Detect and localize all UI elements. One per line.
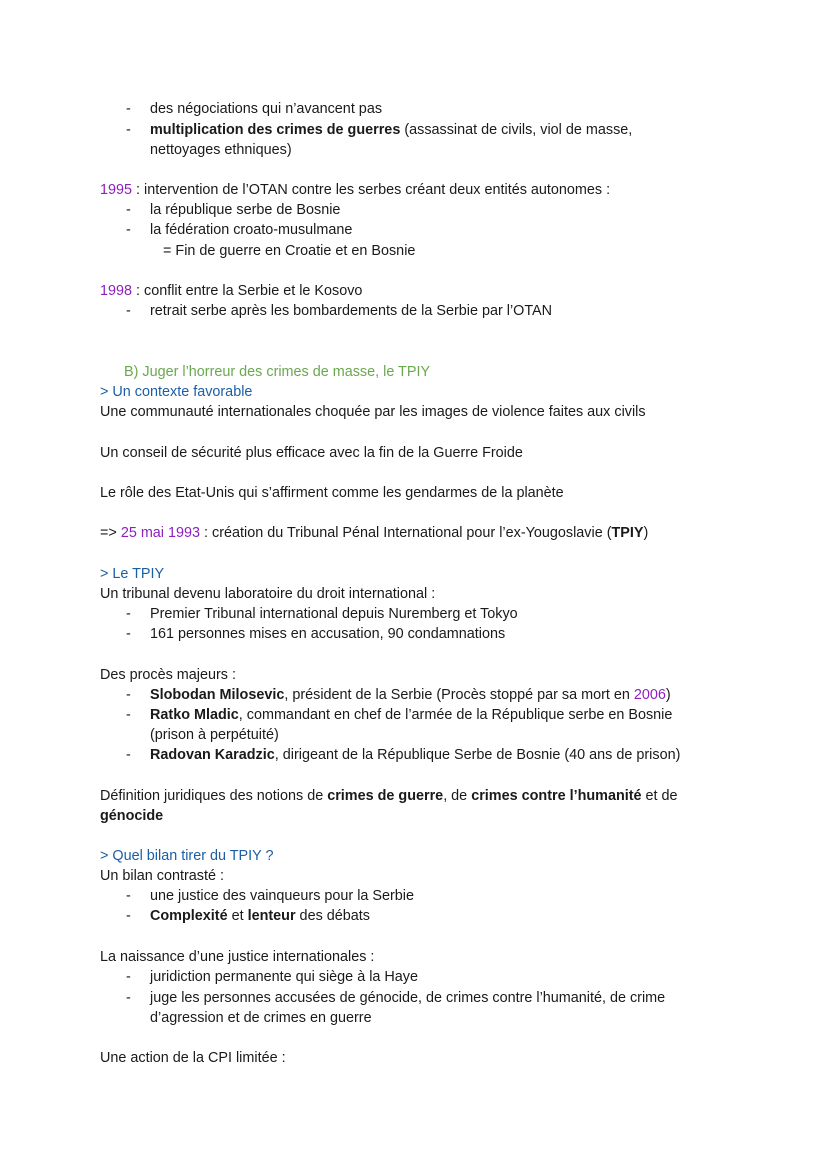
paragraph: Une communauté internationales choquée par les images de violence faites aux civils [100, 404, 646, 420]
list-item: des négociations qui n’avancent pas [150, 101, 383, 117]
bullet-dash: - [126, 122, 131, 138]
list-item: juridiction permanente qui siège à la Haye [150, 969, 418, 985]
list-item: Slobodan Milosevic, président de la Serbie (Procès stoppé par sa mort en 2006) [150, 687, 671, 703]
paragraph: Une action de la CPI limitée : [100, 1050, 286, 1066]
paragraph: Le rôle des Etat-Unis qui s’affirment comme les gendarmes de la planète [100, 485, 564, 501]
list-item: Premier Tribunal international depuis Nuremberg et Tokyo [150, 606, 518, 622]
paragraph: La naissance d’une justice internationales : [100, 949, 375, 965]
list-item: multiplication des crimes de guerres (assassinat de civils, viol de masse, [150, 122, 633, 138]
event-1995: 1995 : intervention de l’OTAN contre les serbes créant deux entités autonomes : [100, 182, 611, 198]
section-heading: B) Juger l’horreur des crimes de masse, le TPIY [124, 364, 431, 380]
subheading: > Quel bilan tirer du TPIY ? [100, 848, 274, 864]
bullet-dash: - [126, 101, 131, 117]
paragraph: Un bilan contrasté : [100, 868, 224, 884]
paragraph-continuation: génocide [100, 808, 164, 824]
paragraph: Un conseil de sécurité plus efficace avec la fin de la Guerre Froide [100, 445, 523, 461]
bullet-dash: - [126, 908, 131, 924]
bullet-dash: - [126, 969, 131, 985]
bullet-dash: - [126, 222, 131, 238]
bullet-dash: - [126, 707, 131, 723]
creation-line: => 25 mai 1993 : création du Tribunal Pénal International pour l’ex-Yougoslavie (TPIY) [100, 525, 649, 541]
list-item: Radovan Karadzic, dirigeant de la République Serbe de Bosnie (40 ans de prison) [150, 747, 681, 763]
list-item-continuation: (prison à perpétuité) [150, 727, 279, 743]
bullet-dash: - [126, 747, 131, 763]
bullet-dash: - [126, 687, 131, 703]
bullet-dash: - [126, 202, 131, 218]
list-item: la république serbe de Bosnie [150, 202, 341, 218]
list-item: la fédération croato-musulmane [150, 222, 353, 238]
bullet-dash: - [126, 303, 131, 319]
list-item: retrait serbe après les bombardements de la Serbie par l’OTAN [150, 303, 553, 319]
paragraph: Des procès majeurs : [100, 667, 236, 683]
list-item: Ratko Mladic, commandant en chef de l’armée de la République serbe en Bosnie [150, 707, 673, 723]
event-1998: 1998 : conflit entre la Serbie et le Kosovo [100, 283, 363, 299]
subheading: > Un contexte favorable [100, 384, 253, 400]
list-item: 161 personnes mises en accusation, 90 condamnations [150, 626, 506, 642]
bullet-dash: - [126, 990, 131, 1006]
list-item: Complexité et lenteur des débats [150, 908, 370, 924]
bullet-dash: - [126, 606, 131, 622]
list-item: une justice des vainqueurs pour la Serbie [150, 888, 414, 904]
subheading: > Le TPIY [100, 566, 165, 582]
list-item-continuation: d’agression et de crimes en guerre [150, 1010, 372, 1026]
result-line: = Fin de guerre en Croatie et en Bosnie [163, 243, 416, 259]
bullet-dash: - [126, 888, 131, 904]
list-item: juge les personnes accusées de génocide, de crimes contre l’humanité, de crime [150, 990, 666, 1006]
paragraph: Définition juridiques des notions de crimes de guerre, de crimes contre l’humanité et de [100, 788, 678, 804]
bullet-dash: - [126, 626, 131, 642]
list-item-continuation: nettoyages ethniques) [150, 142, 292, 158]
paragraph: Un tribunal devenu laboratoire du droit international : [100, 586, 436, 602]
